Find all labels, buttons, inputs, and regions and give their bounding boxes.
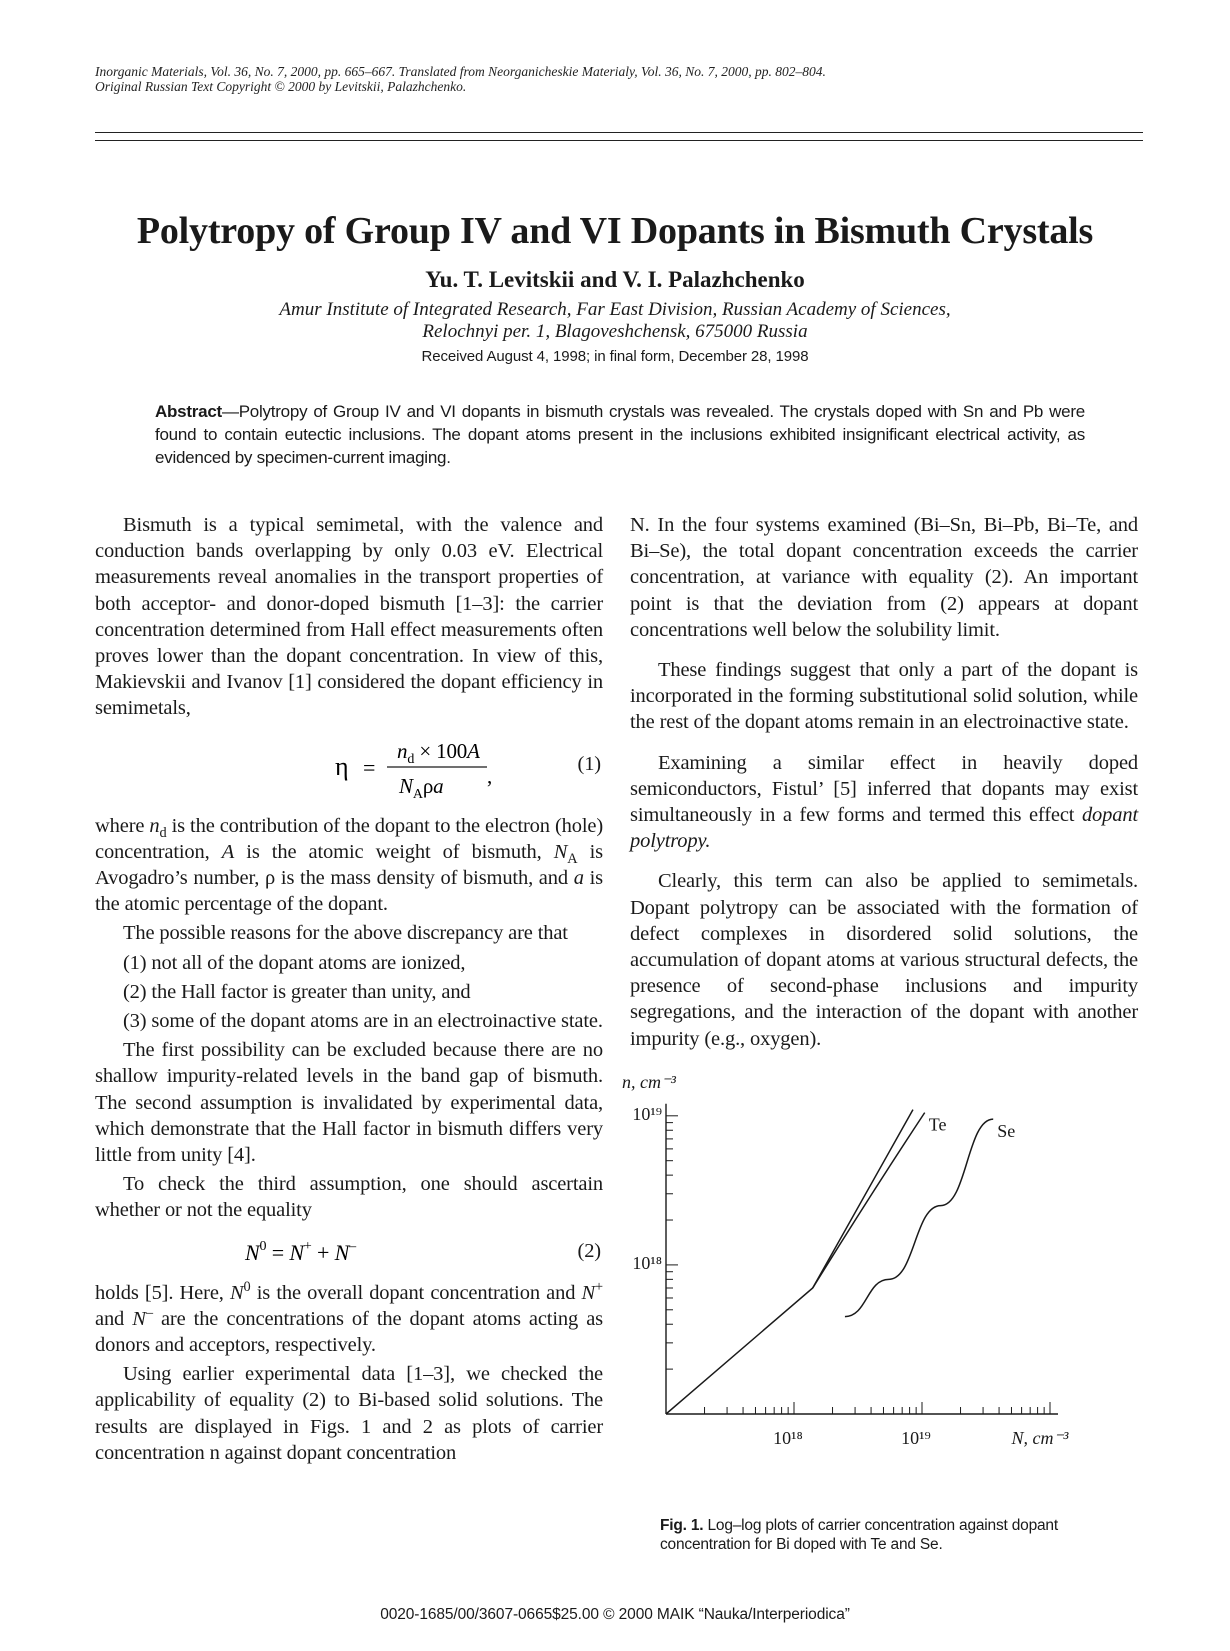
series-label-se: Se <box>997 1121 1016 1142</box>
abstract <box>155 400 1085 469</box>
caption-text: Log–log plots of carrier concentration against dopant concentration for Bi doped with Te and Se. <box>660 1517 1058 1553</box>
chart-series <box>666 1110 993 1414</box>
balance-formula <box>245 1230 445 1274</box>
affiliation-line-1: Amur Institute of Integrated Research, Far East Division, Russian Academy of Sciences, <box>279 299 951 320</box>
paragraph: Clearly, this term can also be applied to semimetals. Dopant polytropy can be associated with the formation of defect complexes in disordered solid solutions, the accumulation of dopant atoms at various structural defects, the presence of second-phase inclusions and impurity segregations, and the interaction of the dopant with another impurity (e.g., oxygen). <box>630 870 1138 1050</box>
affiliation <box>0 299 1230 343</box>
equation-number: (1) <box>577 752 601 775</box>
series-line <box>845 1119 993 1316</box>
header-line-2: Original Russian Text Copyright © 2000 by Levitskii, Palazhchenko. <box>95 79 467 94</box>
y-tick-label: 10¹⁸ <box>632 1252 662 1273</box>
abstract-text: —Polytropy of Group IV and VI dopants in bismuth crystals was revealed. The crystals doped with Sn and Pb were found to contain eutectic inclusions. The dopant atoms present in the inclusions exhibited insignificant electrical activity, as evidenced by specimen-current imaging. <box>155 402 1085 467</box>
figure-1-chart <box>622 1071 1140 1502</box>
paragraph: N. In the four systems examined (Bi–Sn, Bi–Pb, Bi–Te, and Bi–Se), the total dopant concentration exceeds the carrier concentration, at variance with equality (2). An important point is that the deviation from (2) appears at dopant concentrations well below the solubility limit. <box>630 514 1138 641</box>
list-item: (3) some of the dopant atoms are in an electroinactive state. <box>123 1010 603 1033</box>
header-rule-top <box>95 132 1143 133</box>
paragraph: The first possibility can be excluded because there are no shallow impurity-related levels in the band gap of bismuth. The second assumption is invalidated by experimental data, which demonstrate that the Hall factor in bismuth differs very little from unity [4]. <box>95 1039 603 1167</box>
paragraph: where $n_d$ is the contribution of the dopant to the electron (hole) concentration, A is the atomic weight of bismuth, $N_A$ is Avogadro’s number, ρ is the mass density of bismuth, and a is the atomic percentage of the dopant. <box>95 814 603 916</box>
chart-ticks <box>666 1116 1050 1414</box>
paper-title: Polytropy of Group IV and VI Dopants in Bismuth Crystals <box>136 210 1094 252</box>
x-tick-label: 10¹⁹ <box>901 1428 931 1448</box>
journal-header <box>95 64 1135 94</box>
header-rule-bottom <box>95 140 1143 141</box>
y-tick-label: 10¹⁹ <box>632 1103 662 1124</box>
paragraph: Examining a similar effect in heavily doped semiconductors, Fistul’ [5] inferred that dopants may exist simultaneously in a few forms and termed this effect dopant polytropy. <box>630 751 1138 853</box>
paragraph: Using earlier experimental data [1–3], we checked the applicability of equality (2) to Bi-based solid solutions. The results are displayed in Figs. 1 and 2 as plots of carrier concentration n against dopant concentration <box>95 1363 603 1464</box>
chart-labels <box>622 1072 1069 1448</box>
paragraph: To check the third assumption, one should ascertain whether or not the equality <box>95 1173 603 1222</box>
paragraph: The possible reasons for the above discrepancy are that <box>123 922 568 945</box>
page-footer: 0020-1685/00/3607-0665$25.00 © 2000 MAIK “Nauka/Interperiodica” <box>380 1606 850 1623</box>
svg-text:nd × 100A: $n_d \times 100A$ <box>397 738 480 767</box>
x-axis-label: N, cm⁻³ <box>1011 1428 1069 1448</box>
y-axis-label: n, cm⁻³ <box>622 1071 676 1092</box>
equation-1 <box>95 725 603 805</box>
equation-2 <box>95 1230 603 1274</box>
equation-number: (2) <box>577 1239 601 1262</box>
svg-text:,: , <box>487 763 493 788</box>
right-column <box>630 512 1138 1062</box>
paper-authors: Yu. T. Levitskii and V. I. Palazhchenko <box>425 267 805 292</box>
svg-text:η: η <box>335 751 349 781</box>
series-label-te: Te <box>928 1114 947 1135</box>
caption-label: Fig. 1. <box>660 1517 704 1534</box>
figure-caption <box>660 1516 1130 1554</box>
paragraph: holds [5]. Here, $N^0$ is the overall dopant concentration and N+ and N– are the concentrations of the dopant atoms acting as donors and acceptors, respectively. <box>95 1278 603 1357</box>
paragraph: Bismuth is a typical semimetal, with the valence and conduction bands overlapping by only 0.03 eV. Electrical measurements reveal anomalies in the transport properties of both acceptor- and donor-doped bismuth [1–3]: the carrier concentration determined from Hall effect measurements often proves lower than the dopant concentration. In view of this, Makievskii and Ivanov [1] considered the dopant efficiency in semimetals, <box>95 514 603 720</box>
affiliation-line-2: Relochnyi per. 1, Blagoveshchensk, 675000 Russia <box>422 321 808 342</box>
svg-text:=: = <box>363 754 376 780</box>
x-tick-label: 10¹⁸ <box>773 1428 803 1448</box>
svg-text:N0 = N+ + N–: $N^0 = N^+ + N^-$ <box>245 1238 356 1265</box>
paragraph: These findings suggest that only a part of the dopant is incorporated in the forming substitutional solid solution, while the rest of the dopant atoms remain in an electroinactive state. <box>630 659 1138 734</box>
left-column <box>95 512 603 1469</box>
series-line <box>666 1110 913 1414</box>
chart-axes <box>666 1104 1058 1414</box>
header-line-1: Inorganic Materials, Vol. 36, No. 7, 2000, pp. 665–667. Translated from Neorganicheskie Materialy, Vol. 36, No. 7, 2000, pp. 802–804. <box>95 64 826 79</box>
abstract-label: Abstract <box>155 402 222 421</box>
list-item: (1) not all of the dopant atoms are ionized, <box>123 951 466 974</box>
svg-text:NAρa: $N_A\rho a$ <box>399 773 444 802</box>
efficiency-formula <box>335 725 605 805</box>
list-item: (2) the Hall factor is greater than unity, and <box>123 980 471 1003</box>
received-dates: Received August 4, 1998; in final form, December 28, 1998 <box>421 348 809 365</box>
